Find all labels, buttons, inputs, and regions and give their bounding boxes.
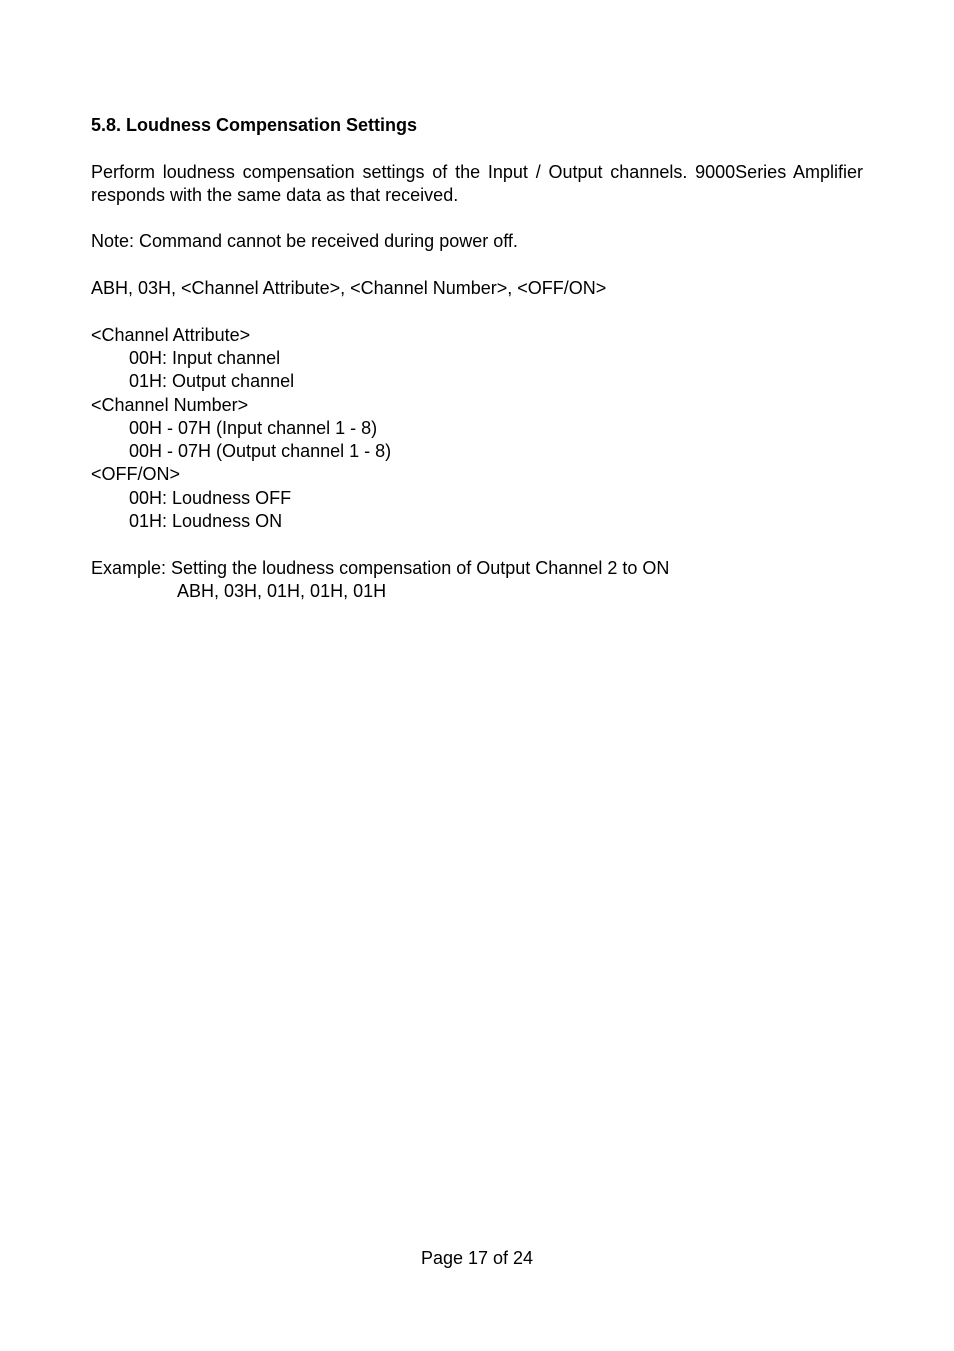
intro-paragraph: Perform loudness compensation settings of the Input / Output channels. 9000Series Amplifier responds with the same data as that received.	[91, 161, 863, 205]
param-label: <Channel Number>	[91, 394, 249, 415]
param-value: 01H: Loudness ON	[129, 511, 283, 532]
param-value: 00H - 07H (Input channel 1 - 8)	[129, 417, 378, 438]
param-channel-attribute	[91, 324, 863, 394]
param-value: 00H - 07H (Output channel 1 - 8)	[129, 441, 392, 462]
note-text: Note: Command cannot be received during power off.	[91, 231, 518, 252]
param-off-on	[91, 463, 863, 533]
param-value: 00H: Loudness OFF	[129, 487, 292, 508]
param-value: 00H: Input channel	[129, 347, 281, 368]
command-syntax: ABH, 03H, <Channel Attribute>, <Channel Number>, <OFF/ON>	[91, 278, 607, 299]
section-heading: 5.8. Loudness Compensation Settings	[91, 115, 418, 135]
param-value: 01H: Output channel	[129, 371, 295, 392]
param-label: <OFF/ON>	[91, 464, 181, 485]
page-content	[91, 114, 863, 603]
param-label: <Channel Attribute>	[91, 324, 251, 345]
example-description: Example: Setting the loudness compensation of Output Channel 2 to ON	[91, 557, 670, 578]
example-command: ABH, 03H, 01H, 01H, 01H	[177, 580, 387, 601]
example-block	[91, 557, 863, 604]
page-number: Page 17 of 24	[420, 1248, 534, 1268]
param-channel-number	[91, 394, 863, 464]
